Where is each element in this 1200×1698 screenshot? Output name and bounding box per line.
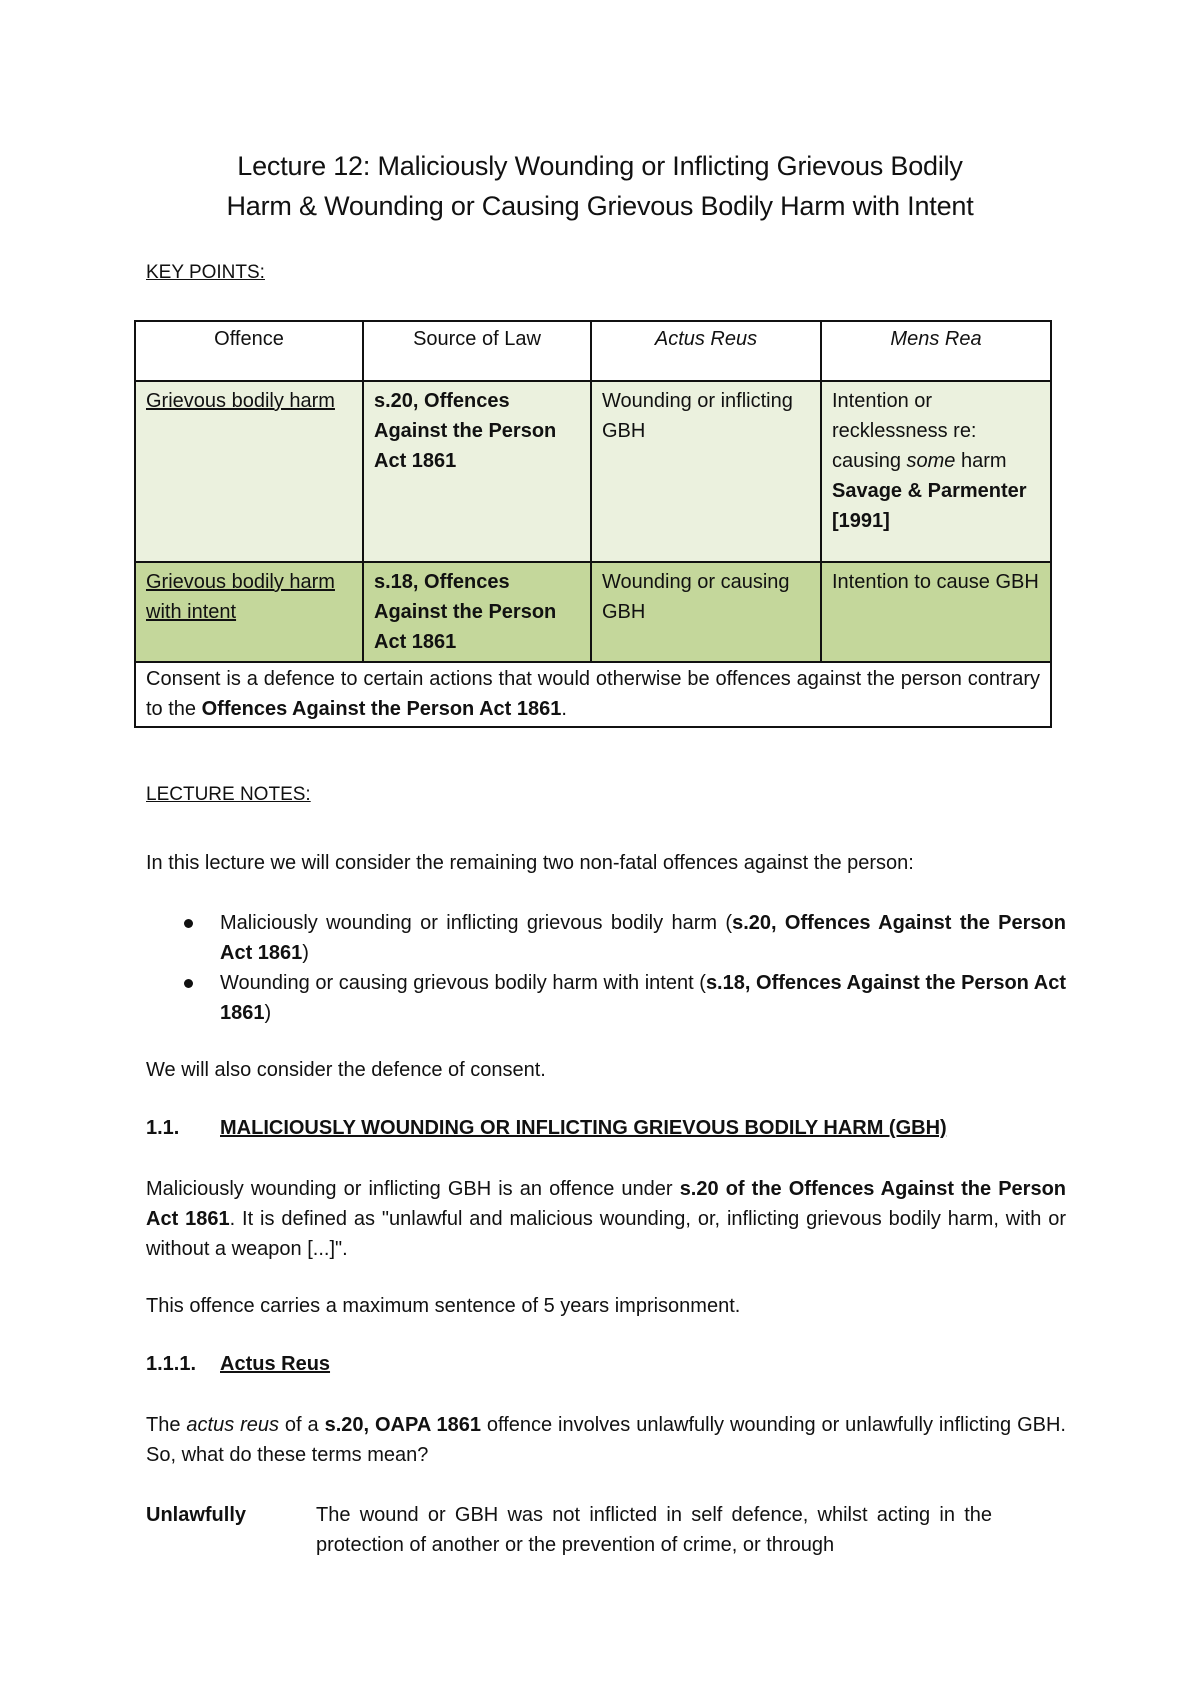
actus-reus-paragraph [146,1410,1066,1470]
mens-s20 [821,381,1051,562]
source-s18: s.18, Offences Against the Person Act 1861 [363,562,591,662]
s20-definition-paragraph [146,1174,1066,1264]
header-actus-reus: Actus Reus [591,321,821,381]
intro-paragraph: In this lecture we will consider the remaining two non-fatal offences against the person: [146,852,914,874]
lecture-notes-label: LECTURE NOTES: [146,784,311,805]
consent-note-post: . [561,698,567,720]
bullet-close: ) [264,1002,272,1024]
consent-note [135,662,1051,727]
key-points-label: KEY POINTS: [146,262,265,283]
key-points-table [134,320,1052,728]
source-s20: s.20, Offences Against the Person Act 1861 [363,381,591,562]
mens-s20-case: Savage & Parmenter [1991] [832,480,1027,532]
table-row [135,662,1051,727]
definition-text: The wound or GBH was not inflicted in self defence, whilst acting in the protection of another or the prevention of crime, or through [316,1504,992,1556]
bullet-dot-icon [184,919,193,928]
para-latin: actus reus [186,1414,280,1436]
para-statute: s.20, OAPA 1861 [324,1414,481,1436]
consent-paragraph: We will also consider the defence of consent. [146,1059,546,1081]
para-text-end: offence involves unlawfully wounding or unlawfully inflicting GBH. So, what do these terms mean? [146,1414,1066,1466]
title-line-1: Lecture 12: Maliciously Wounding or Inflicting Grievous Bodily [237,151,963,181]
bullet-dot-icon [184,979,193,988]
para-text-end: . It is defined as "unlawful and malicious wounding, or, inflicting grievous bodily harm, with or without a weapon [...]". [146,1208,1066,1260]
header-offence: Offence [135,321,363,381]
sentence-paragraph: This offence carries a maximum sentence of 5 years imprisonment. [146,1295,741,1317]
table-row [135,562,1051,662]
bullet-close: ) [302,942,309,964]
title-line-2: Harm & Wounding or Causing Grievous Bodily Harm with Intent [226,191,974,221]
para-text: Maliciously wounding or inflicting GBH is an offence under [146,1178,680,1200]
section-title: MALICIOUSLY WOUNDING OR INFLICTING GRIEVOUS BODILY HARM (GBH) [220,1117,947,1139]
bullet-source: s.18, Offences Against the Person Act 1861 [220,972,1066,1024]
section-heading-1-1 [146,1117,947,1140]
offence-bullet-list [146,908,1066,1028]
offence-s20: Grievous bodily harm [146,390,335,412]
para-text-mid: of a [279,1414,325,1436]
para-text: The [146,1414,187,1436]
header-mens-rea: Mens Rea [821,321,1051,381]
list-item [146,908,1066,968]
table-header-row [135,321,1051,381]
definition-term: Unlawfully [146,1504,247,1526]
bullet-text: Wounding or causing grievous bodily harm with intent ( [220,972,706,994]
offence-s18: Grievous bodily harm with intent [146,571,335,623]
offence-cell [135,562,363,662]
mens-s20-post: harm [955,450,1007,472]
section-number: 1.1.1. [146,1353,197,1375]
bullet-text: Maliciously wounding or inflicting grievous bodily harm ( [220,912,733,934]
list-item [146,968,1066,1028]
page-title [120,146,1080,226]
header-source: Source of Law [363,321,591,381]
consent-note-act: Offences Against the Person Act 1861 [201,698,562,720]
table-row [135,381,1051,562]
consent-note-pre: Consent is a defence to certain actions that would otherwise be offences against the person contrary to the [146,668,1040,720]
mens-s20-em: some [906,450,956,472]
section-number: 1.1. [146,1117,180,1139]
actus-s18: Wounding or causing GBH [591,562,821,662]
offence-cell [135,381,363,562]
section-heading-1-1-1 [146,1353,330,1376]
actus-s20: Wounding or inflicting GBH [591,381,821,562]
mens-s20-pre: Intention or recklessness re: causing [832,390,977,472]
section-title: Actus Reus [220,1353,331,1375]
para-statute: s.20 of the Offences Against the Person Act 1861 [146,1178,1066,1230]
mens-s18: Intention to cause GBH [821,562,1051,662]
bullet-source: s.20, Offences Against the Person Act 1861 [220,912,1066,964]
